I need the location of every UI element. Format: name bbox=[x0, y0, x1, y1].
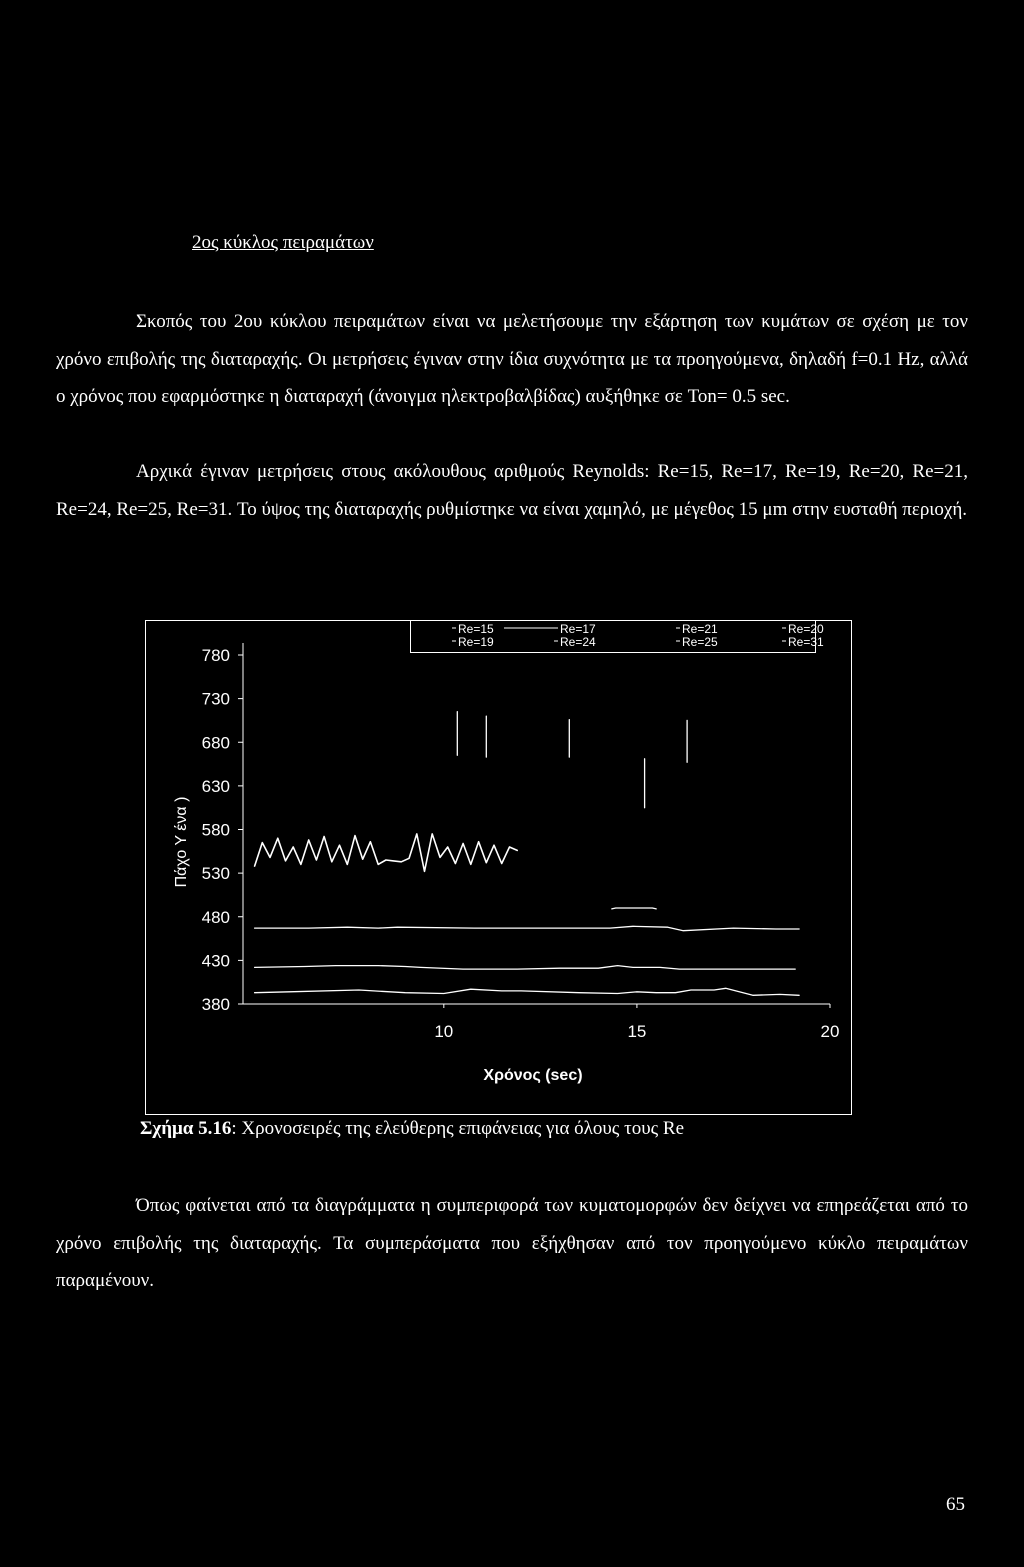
series-line-re-24 bbox=[255, 988, 800, 995]
figure-caption bbox=[140, 1118, 684, 1140]
series-line-re-20 bbox=[612, 908, 656, 909]
legend-entry: Re=15 bbox=[458, 622, 494, 636]
legend-entry: Re=24 bbox=[560, 635, 596, 649]
series-line-re-15 bbox=[255, 966, 796, 970]
chart-axes bbox=[243, 643, 830, 1004]
chart-frame bbox=[146, 621, 852, 1115]
section-heading: 2ος κύκλος πειραμάτων bbox=[192, 232, 374, 253]
legend-entry: Re=21 bbox=[682, 622, 718, 636]
y-tick-label: 680 bbox=[201, 733, 230, 753]
y-tick-label: 430 bbox=[201, 951, 230, 971]
legend-entry: Re=20 bbox=[788, 622, 824, 636]
y-tick-label: 580 bbox=[201, 820, 230, 840]
page-number: 65 bbox=[946, 1494, 965, 1515]
paragraph-1-text: Σκοπός του 2ου κύκλου πειραμάτων είναι να μελετήσουμε την εξάρτηση των κυμάτων σε σχέση με τον χρόνο επιβολής της διαταραχής. Οι μετρήσεις έγιναν στην ίδια συχνότητα με τα προηγούμενα, δηλαδή f=0.1 Hz, αλλά ο χρόνος που εφαρμόστηκε η διαταραχή (άνοιγμα ηλεκτροβαλβίδας) αυξήθηκε σε Ton= 0.5 sec. bbox=[56, 311, 968, 408]
y-axis-label: Πάχο Υ ένα ) bbox=[173, 796, 190, 888]
x-axis-label: Χρόνος (sec) bbox=[483, 1067, 583, 1084]
paragraph-3 bbox=[56, 1187, 968, 1300]
y-tick-label: 480 bbox=[201, 907, 230, 927]
paragraph-2-text: Αρχικά έγιναν μετρήσεις στους ακόλουθους αριθμούς Reynolds: Re=15, Re=17, Re=19, Re=20, Re=21, Re=24, Re=25, Re=31. Το ύψος της διαταραχής ρυθμίστηκε να είναι χαμηλό, με μέγεθος 15 μm στην ευσταθή περιοχή. bbox=[56, 461, 968, 520]
series-line-re-19 bbox=[255, 926, 800, 930]
legend-entry: Re=31 bbox=[788, 635, 824, 649]
legend-entry: Re=19 bbox=[458, 635, 494, 649]
caption-text: : Χρονοσειρές της ελεύθερης επιφάνειας για όλους τους Re bbox=[231, 1118, 684, 1139]
y-tick-label: 730 bbox=[201, 689, 230, 709]
paragraph-3-text: Όπως φαίνεται από τα διαγράμματα η συμπεριφορά των κυματομορφών δεν δείχνει να επηρεάζεται από το χρόνο επιβολής της διαταραχής. Τα συμπεράσματα που εξήχθησαν από τον προηγούμενο κύκλο πειραμάτων παραμένουν. bbox=[56, 1195, 968, 1292]
caption-label: Σχήμα 5.16 bbox=[140, 1118, 232, 1139]
chart-ticks bbox=[202, 646, 840, 1041]
legend-entry: Re=17 bbox=[560, 622, 596, 636]
x-tick-label: 15 bbox=[627, 1022, 647, 1041]
chart-plot-area bbox=[255, 712, 800, 996]
legend-entry: Re=25 bbox=[682, 635, 718, 649]
y-tick-label: 630 bbox=[201, 776, 230, 796]
y-tick-label: 780 bbox=[201, 646, 230, 665]
y-tick-label: 380 bbox=[201, 995, 230, 1014]
x-tick-label: 20 bbox=[820, 1022, 840, 1041]
x-tick-label: 10 bbox=[434, 1022, 454, 1041]
chart-legend bbox=[411, 621, 825, 653]
y-tick-label: 530 bbox=[201, 864, 230, 884]
series-line-re-17 bbox=[255, 834, 518, 872]
